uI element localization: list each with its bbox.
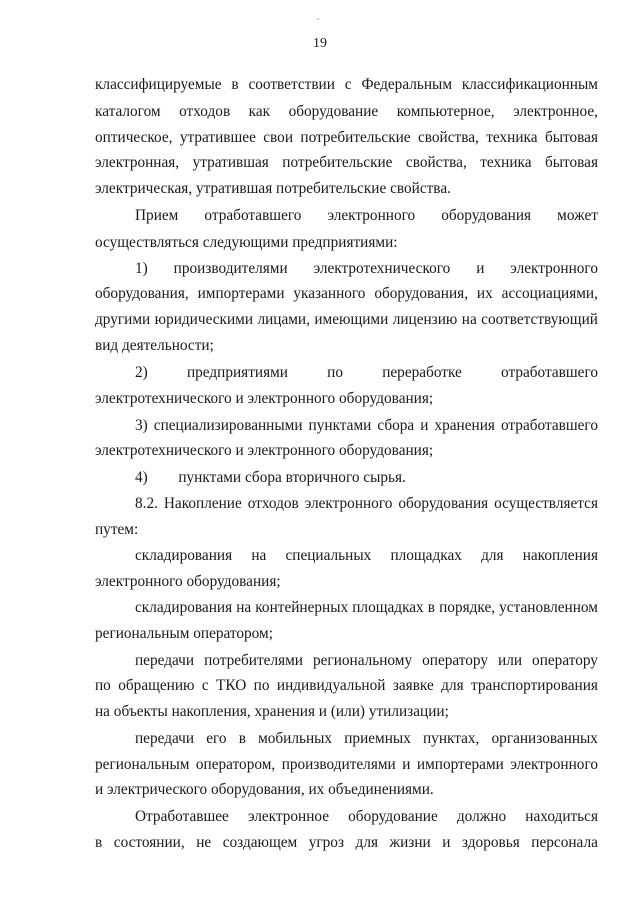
word: электронного [510,756,598,773]
word: 2) [135,364,148,381]
text-line [135,546,598,566]
word: Федеральным [361,76,453,93]
word: площадках [390,547,462,564]
text-line [95,780,640,800]
word: оборудования, [95,285,189,302]
text-line [95,833,598,853]
text-line [95,310,598,330]
word: оборудования [441,207,532,224]
word: оборудование [288,103,379,120]
word: оптическое, [95,129,173,146]
word: сбора [377,417,415,434]
text-line [95,233,640,253]
scan-speck [317,18,319,20]
word: электронного [304,495,393,512]
word: складирования [135,547,233,564]
text-line [95,153,598,173]
word: с [344,76,352,93]
text-line [135,206,598,226]
text-line [135,729,598,749]
line-text: осуществляться следующими предприятиями: [95,234,398,251]
word: с [201,677,209,694]
text-line [135,259,598,279]
word: обращению [118,677,195,694]
word: отработавшего [500,417,598,434]
line-text: электронного оборудования; [95,573,281,590]
word: региональному [312,652,413,669]
line-text: путем: [95,521,139,538]
word: электронного [510,260,598,277]
word: техника [486,129,538,146]
word: классифицируемые [95,76,222,93]
word: здоровья [462,834,520,851]
text-line [135,598,598,618]
word: региональным [95,756,190,773]
word: мобильных [258,730,333,747]
word: по [95,677,111,694]
word: в [238,730,246,747]
word: не [196,834,212,851]
word: электротехнического [313,260,451,277]
word: осуществляется [494,495,598,512]
text-line [95,389,640,409]
word: приемных [344,730,411,747]
word: на [251,547,267,564]
word: свойства, [405,154,467,171]
line-text: электротехнического и электронного оборудования; [95,390,434,407]
word: лицензию [392,311,458,328]
line-text: электрическая, утратившая потребительские свойства. [95,180,451,197]
word: на [236,599,252,616]
text-line [95,179,640,199]
word: оператором, [195,756,276,773]
word: может [557,207,598,224]
word: на [461,311,477,328]
word: Отработавшее [135,808,229,825]
word: юридическими [154,311,254,328]
word: в [427,599,436,616]
word: классификационным [461,76,598,93]
word: Прием [135,207,179,224]
text-line [135,807,598,827]
text-line [95,128,598,148]
word: ассоциациями, [501,285,598,302]
word: или [498,652,523,669]
word: и [442,834,451,851]
text-line [95,755,598,775]
word: указанного [293,285,366,302]
word: утратившее [179,129,256,146]
text-line [135,494,598,514]
word: и [420,417,429,434]
word: утратившая [192,154,269,171]
word: 1) [135,260,148,277]
word: транспортирования [471,677,598,694]
word: организованных [491,730,598,747]
text-line [135,651,598,671]
word: хранения [434,417,495,434]
word: бытовая [544,154,598,171]
line-text: 4) пунктами сбора вторичного сырья. [135,469,406,486]
word: оборудования, [374,285,469,302]
word: оборудования [398,495,489,512]
text-line [95,624,640,644]
word: отработавшего [501,364,598,381]
word: оборудование [348,808,438,825]
text-line [135,363,598,383]
word: имеющими [314,311,389,328]
word: специальных [285,547,372,564]
text-line [95,441,640,461]
word: и [402,756,411,773]
word: оператору [532,652,598,669]
word: должно [456,808,507,825]
word: складирования [135,599,233,616]
text-line [95,572,640,592]
line-text: электротехнического и электронного оборудования; [95,442,434,459]
word: лицами, [257,311,310,328]
word: потребителями [204,652,303,669]
word: для [481,547,504,564]
word: пунктами [308,417,372,434]
text-line [95,702,640,722]
word: электронного [327,207,416,224]
word: по [327,364,344,381]
word: заявке [392,677,434,694]
word: 8.2. [135,495,158,512]
word: компьютерное, [396,103,495,120]
word: производителями [173,260,288,277]
word: соответствии [248,76,335,93]
word: накопления [522,547,598,564]
word: персонала [531,834,598,851]
word: как [248,103,271,120]
word: 3) [135,417,148,434]
word: и [476,260,485,277]
word: отходов [247,495,299,512]
word: свои [263,129,294,146]
word: специализированными [153,417,303,434]
word: по [253,677,270,694]
word: контейнерных [255,599,349,616]
word: состоянии, [113,834,185,851]
word: индивидуальной [276,677,386,694]
word: другими [95,311,151,328]
word: соответствующий [481,311,598,328]
word: передачи [135,652,195,669]
word: установленном [499,599,598,616]
word: электронная, [95,154,180,171]
word: Накопление [163,495,242,512]
word: производителями [281,756,396,773]
text-line [95,75,598,95]
word: порядке, [439,599,496,616]
word: импортерами [416,756,504,773]
word: отходов [179,103,231,120]
word: в [231,76,239,93]
text-line [135,468,640,488]
word: ТКО [216,677,247,694]
word: потребительские [282,154,393,171]
word: свойства, [418,129,479,146]
text-line [95,284,598,304]
word: их [476,285,493,302]
word: каталогом [95,103,161,120]
line-text: на объекты накопления, хранения и (или) утилизации; [95,703,449,720]
word: для [441,677,464,694]
word: находиться [525,808,598,825]
line-text: и электрического оборудования, их объединениями. [95,781,434,798]
word: пунктах, [422,730,480,747]
text-line [95,102,598,122]
word: жизни [389,834,431,851]
word: электронное [247,808,330,825]
word: импортерами [197,285,285,302]
word: площадках [352,599,424,616]
word: предприятиями [186,364,288,381]
word: отработавшего [204,207,302,224]
word: оператору [422,652,489,669]
text-line [95,520,640,540]
word: бытовая [544,129,598,146]
word: передачи [135,730,195,747]
word: переработке [382,364,462,381]
word: электронное, [513,103,598,120]
line-text: вид деятельности; [95,337,214,354]
line-text: региональным оператором; [95,625,273,642]
page-number: 19 [313,36,327,51]
word: потребительские [300,129,411,146]
word: угроз [308,834,344,851]
text-line [95,676,598,696]
word: его [206,730,227,747]
word: создающем [222,834,298,851]
word: техника [480,154,532,171]
text-line [95,336,640,356]
text-line [135,416,598,436]
word: для [355,834,378,851]
word: в [95,834,103,851]
